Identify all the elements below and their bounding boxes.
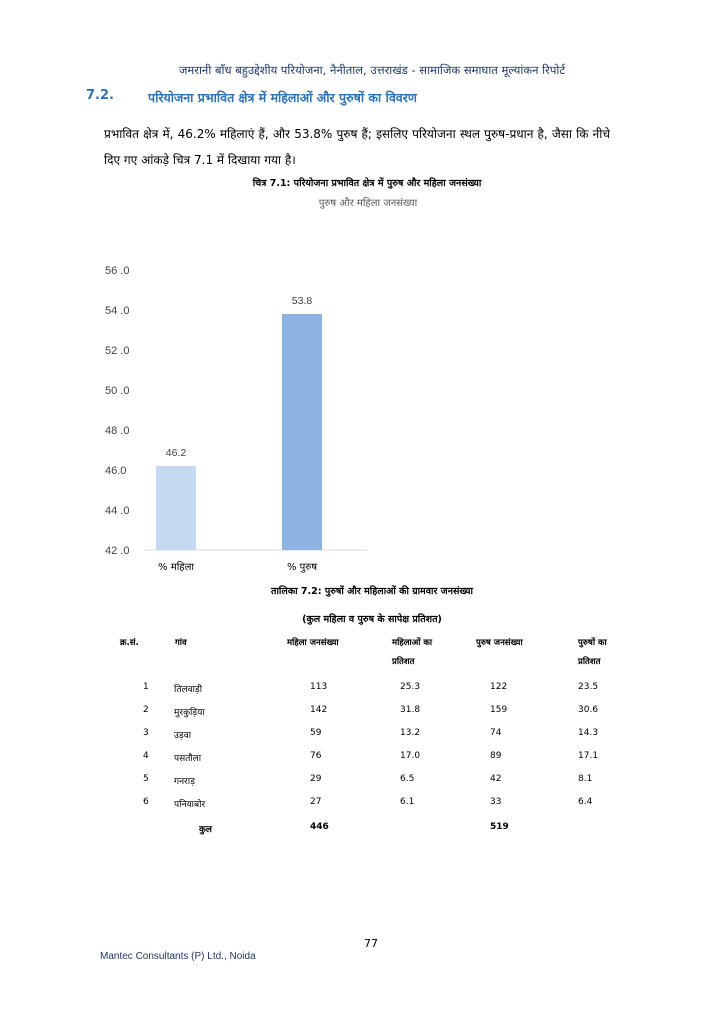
- y-tick-label: 42 .0: [105, 545, 130, 557]
- table-cell: 30.6: [578, 705, 599, 715]
- table-cell: 17.0: [400, 751, 421, 761]
- table-cell: 29: [310, 774, 322, 784]
- y-tick-label: 52 .0: [105, 345, 130, 357]
- table-cell: 6.4: [578, 797, 593, 807]
- header-female-pct: महिलाओं का प्रतिशत: [392, 638, 433, 667]
- table-cell: 5: [143, 774, 149, 784]
- village-name-cell: पसतौला: [174, 754, 202, 764]
- x-axis-labels: [158, 561, 317, 573]
- table-cell: 14.3: [578, 728, 599, 738]
- figure-caption: चित्र 7.1: परियोजना प्रभावित क्षेत्र में पुरुष और महिला जनसंख्या: [252, 178, 482, 189]
- table-cell: 159: [490, 705, 508, 715]
- table-cell: 6.5: [400, 774, 415, 784]
- table-cell: 1: [143, 682, 149, 692]
- table-cell: 142: [310, 705, 328, 715]
- y-tick-label: 48 .0: [105, 425, 130, 437]
- table-cell: 33: [490, 797, 502, 807]
- table-cell: 23.5: [578, 682, 599, 692]
- body-paragraph: प्रभावित क्षेत्र में, 46.2% महिलाएं हैं, और 53.8% पुरुष हैं; इसलिए परियोजना स्थल पुरुष-प्रधान है, जैसा कि नीचे दिए गए आंकड़े चित्र 7.1 में दिखाया गया है।: [104, 127, 610, 167]
- table-cell: 113: [310, 682, 328, 692]
- table-cell: 25.3: [400, 682, 421, 692]
- village-name-cell: उड़वा: [174, 731, 192, 741]
- data-label: 53.8: [291, 295, 313, 307]
- page-header: जमरानी बाँध बहुउद्देशीय परियोजना, नैनीताल, उत्तराखंड - सामाजिक समाघात मूल्यांकन रिपोर्ट: [178, 63, 566, 77]
- x-tick-label: % पुरुष: [286, 562, 318, 573]
- total-female: 446: [310, 822, 329, 832]
- table-cell: 31.8: [400, 705, 421, 715]
- total-male: 519: [490, 822, 509, 832]
- table-cell: 59: [310, 728, 322, 738]
- table-cell: 76: [310, 751, 322, 761]
- y-tick-label: 54 .0: [105, 305, 130, 317]
- table-cell: 42: [490, 774, 502, 784]
- y-tick-label: 50 .0: [105, 385, 130, 397]
- header-serial: क्र.सं.: [120, 638, 139, 648]
- header-village: गांव: [175, 638, 187, 648]
- table-cell: 6.1: [400, 797, 415, 807]
- table-caption: तालिका 7.2: पुरुषों और महिलाओं की ग्रामवार जनसंख्या: [271, 586, 473, 597]
- page-number: 77: [364, 937, 378, 950]
- table-cell: 8.1: [578, 774, 593, 784]
- table-cell: 122: [490, 682, 508, 692]
- header-male-pop: पुरुष जनसंख्या: [476, 638, 523, 648]
- chart-title: पुरुष और महिला जनसंख्या: [318, 198, 418, 209]
- table-cell: 74: [490, 728, 502, 738]
- y-tick-label: 46.0: [105, 465, 127, 477]
- table-cell: 17.1: [578, 751, 599, 761]
- village-name-cell: पनियाबोर: [174, 800, 206, 810]
- x-tick-label: % महिला: [158, 562, 194, 573]
- village-name-cell: गनराड़: [174, 777, 195, 787]
- bar: [156, 466, 196, 550]
- section-number: 7.2.: [86, 88, 114, 103]
- table-cell: 89: [490, 751, 502, 761]
- bar-chart: [95, 255, 385, 575]
- y-tick-label: 56 .0: [105, 265, 130, 277]
- table-cell: 13.2: [400, 728, 421, 738]
- header-female-pop: महिला जनसंख्या: [287, 638, 339, 648]
- data-label: 46.2: [165, 447, 187, 459]
- total-label: कुल: [199, 825, 213, 835]
- table-cell: 4: [143, 751, 149, 761]
- section-title: परियोजना प्रभावित क्षेत्र में महिलाओं और पुरुषों का विवरण: [148, 90, 417, 105]
- table-subcaption: (कुल महिला व पुरुष के सापेक्ष प्रतिशत): [302, 614, 442, 625]
- y-tick-label: 44 .0: [105, 505, 130, 517]
- village-name-cell: तिलवाड़ी: [174, 685, 203, 695]
- table-cell: 2: [143, 705, 149, 715]
- table-cell: 6: [143, 797, 149, 807]
- table-cell: 3: [143, 728, 149, 738]
- footer-company: Mantec Consultants (P) Ltd., Noida: [100, 951, 256, 962]
- bars: [156, 314, 322, 550]
- y-axis-ticks: [105, 265, 129, 557]
- village-name-cell: मुरकुड़िया: [174, 708, 205, 718]
- header-male-pct: पुरुषों का प्रतिशत: [578, 638, 607, 667]
- bar: [282, 314, 322, 550]
- table-cell: 27: [310, 797, 322, 807]
